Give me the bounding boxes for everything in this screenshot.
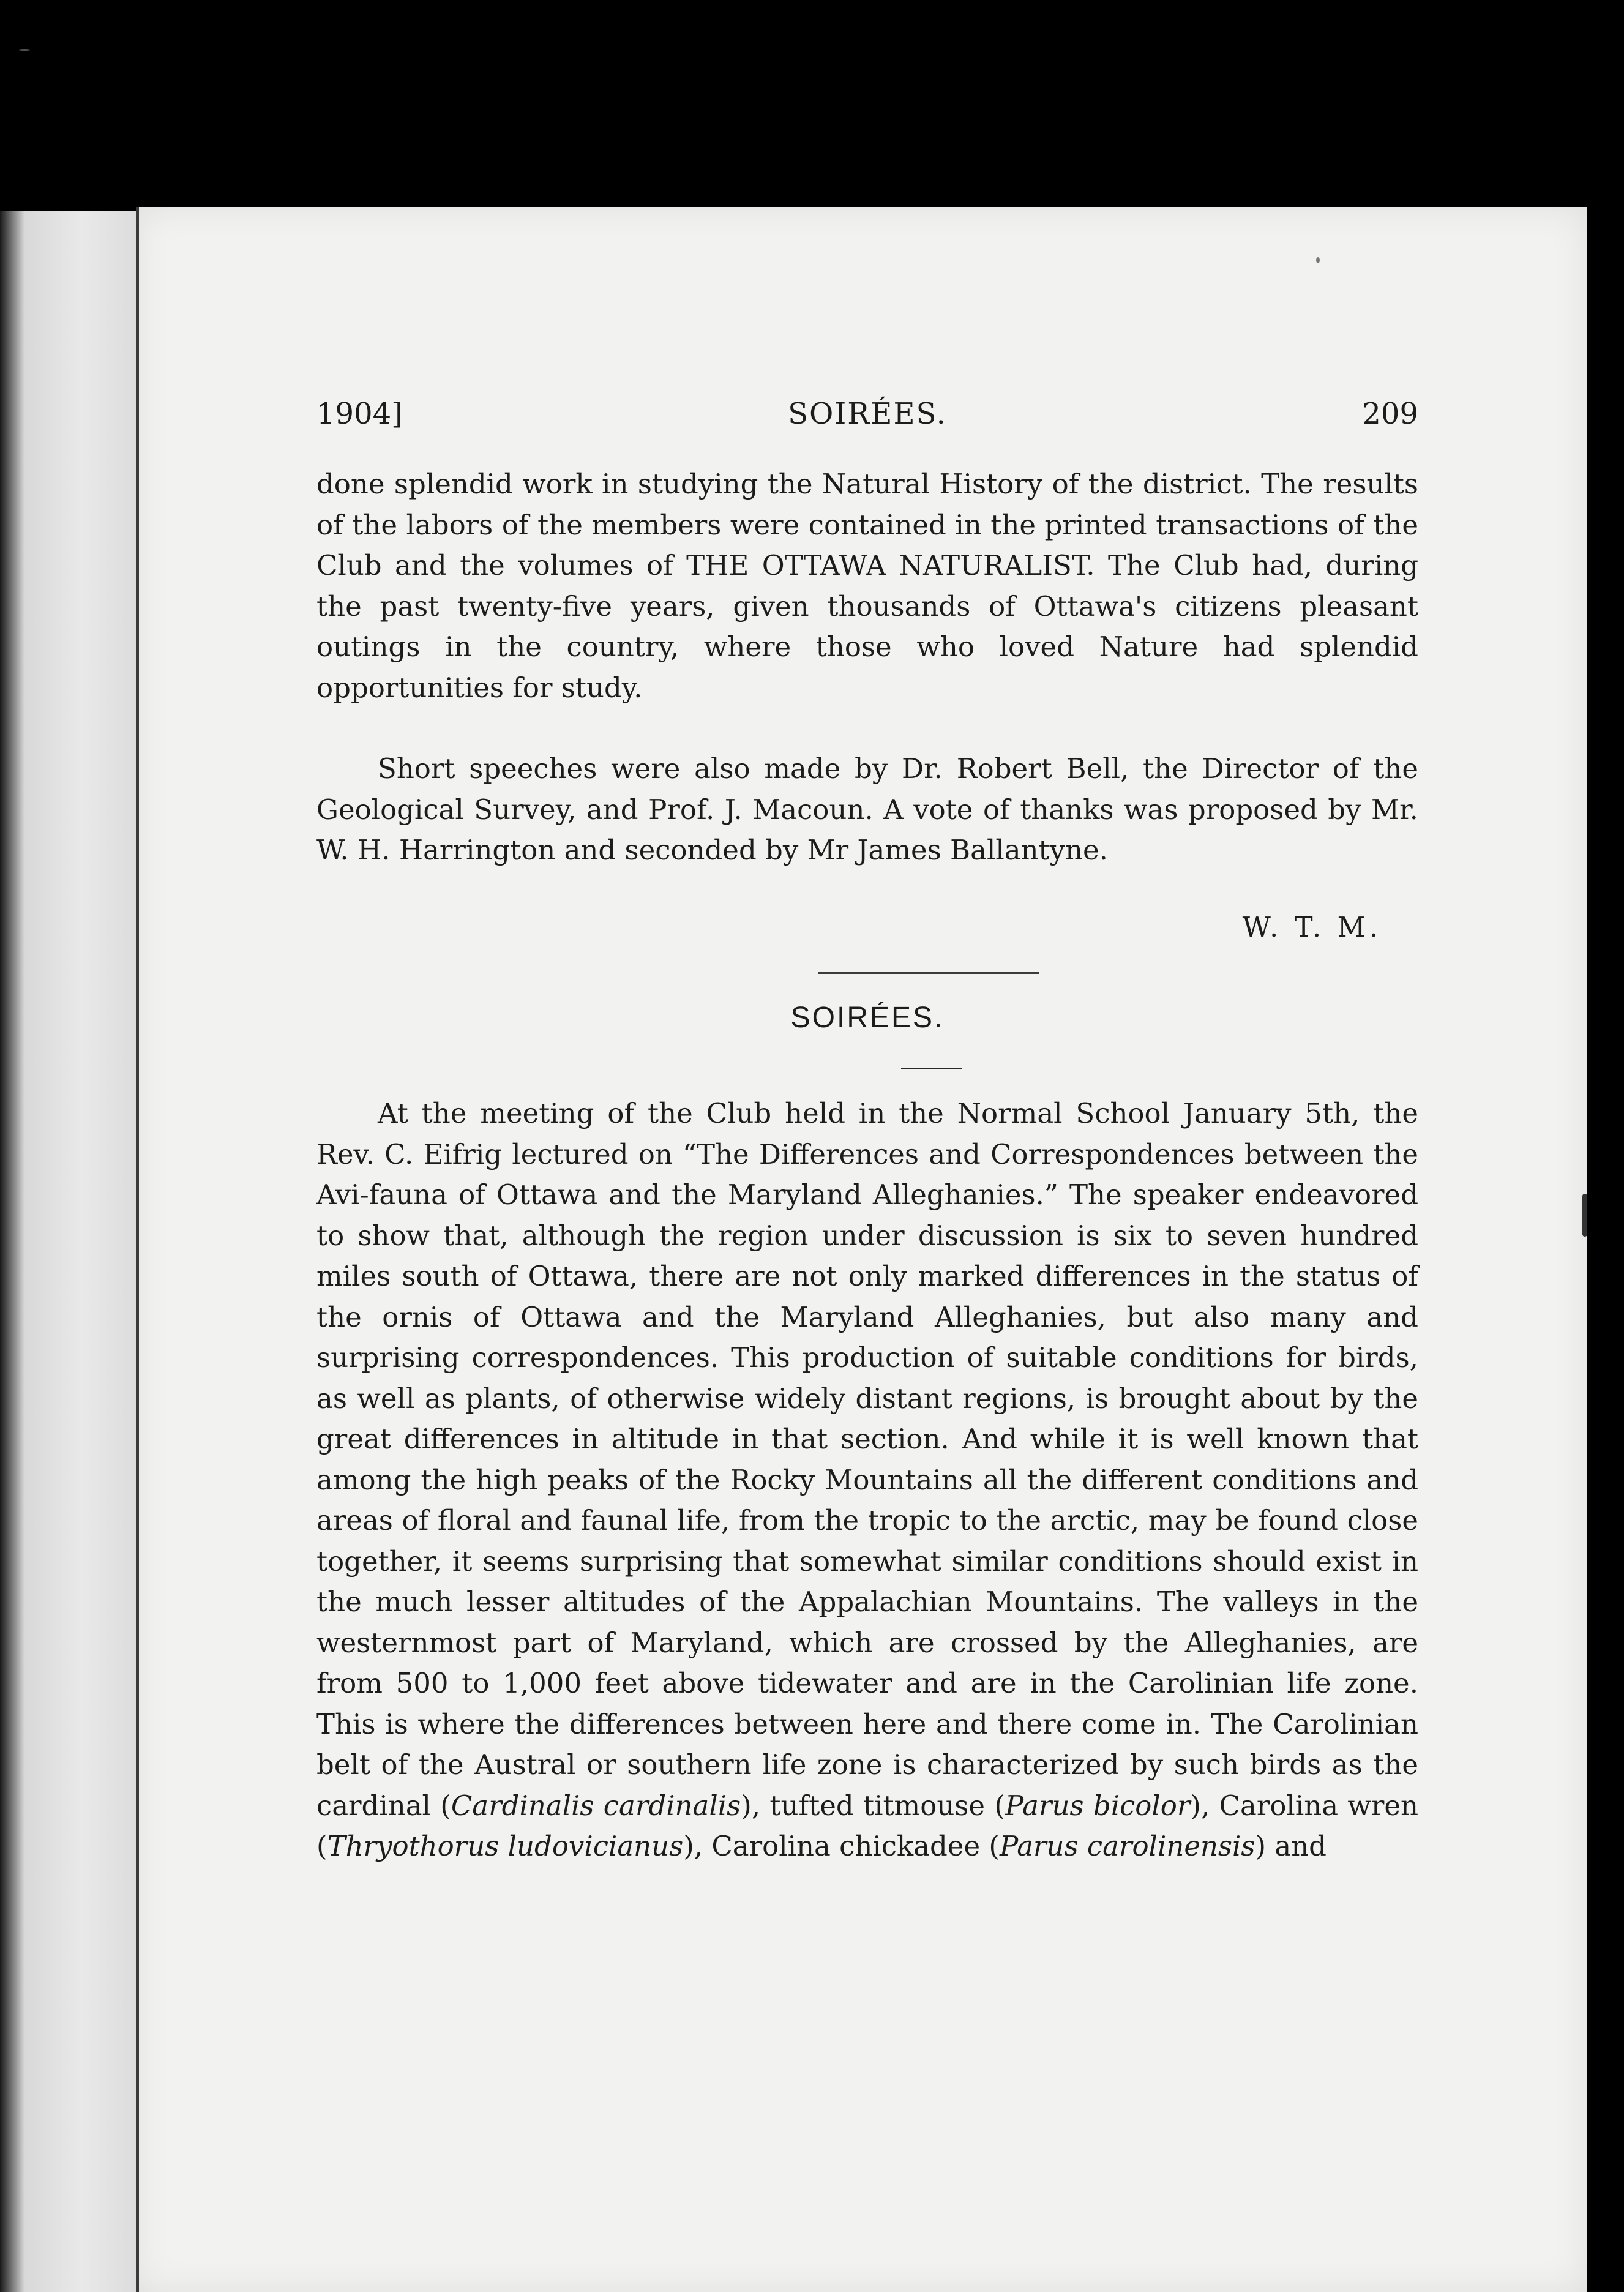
page-number: 209 — [1362, 397, 1418, 431]
running-head — [316, 397, 1418, 440]
scientific-name: Parus bicolor — [1005, 1789, 1191, 1822]
paragraph-club-history: done splendid work in studying the Natural History of the district. The results of the labors of the members were contained in the printed transactions of the Club and the volumes of THE OTTAWA NATURALIST. The Club had, during the past twenty-five years, given thousands of Ottawa's citizens pleasant outings in the country, where those who loved Nature had splendid opportunities for study. — [316, 468, 1418, 704]
scan-speck — [1582, 1194, 1587, 1237]
paragraph-lecture — [316, 1093, 1418, 1867]
section-separator-rule — [818, 972, 1039, 974]
page-binding-edge — [136, 207, 139, 2292]
scan-speck — [1316, 257, 1320, 263]
book-page — [136, 207, 1587, 2292]
scientific-name: Thryothorus ludovicianus — [327, 1830, 684, 1862]
heading-underline-rule — [901, 1068, 962, 1069]
lecture-text-part: ), Carolina wren ( — [316, 1789, 1418, 1862]
lecture-text-part: ), Carolina chickadee ( — [683, 1830, 1000, 1862]
facing-page-edge — [0, 211, 136, 2292]
running-head-year: 1904] — [316, 397, 403, 431]
scientific-name: Parus carolinensis — [999, 1830, 1255, 1862]
scientific-name: Cardinalis cardinalis — [451, 1789, 741, 1822]
lecture-text-part: ) and — [1255, 1830, 1327, 1862]
section-heading: SOIRÉES. — [790, 1002, 945, 1034]
lecture-text-part: At the meeting of the Club held in the Normal School January 5th, the Rev. C. Eifrig lectured on “The Differences and Correspondences between the Avi-fauna of Ottawa and the Maryland Alleghanies.” The speaker endeavored to show that, although the region under discussion is six to seven hundred miles south of Ottawa, there are not only marked differences in the status of the ornis of Ottawa and the Maryland Alleghanies, but also many and surprising correspondences. This production of suitable conditions for birds, as well as plants, of otherwise widely distant regions, is brought about by the great differences in altitude in that section. And while it is well known that among the high peaks of the Rocky Mountains all the different conditions and areas of floral and faunal life, from the tropic to the arctic, may be found close together, it seems surprising that somewhat similar conditions should exist in the much lesser altitudes of the Appalachian Mountains. The valleys in the westernmost part of Maryland, which are crossed by the Alleghanies, are from 500 to 1,000 feet above tidewater and are in the Carolinian life zone. This is where the differences between here and there come in. The Carolinian belt of the Austral or southern life zone is characterized by such birds as the cardinal ( — [316, 1097, 1418, 1822]
author-initials: W. T. M. — [1242, 911, 1382, 943]
scan-speck — [18, 49, 31, 51]
running-head-title: SOIRÉES. — [788, 397, 947, 431]
lecture-text-part: ), tufted titmouse ( — [741, 1789, 1005, 1822]
paragraph-speeches: Short speeches were also made by Dr. Robert Bell, the Director of the Geological Survey, and Prof. J. Macoun. A vote of thanks was proposed by Mr. W. H. Harrington and seconded by Mr James Ballantyne. — [316, 752, 1418, 866]
